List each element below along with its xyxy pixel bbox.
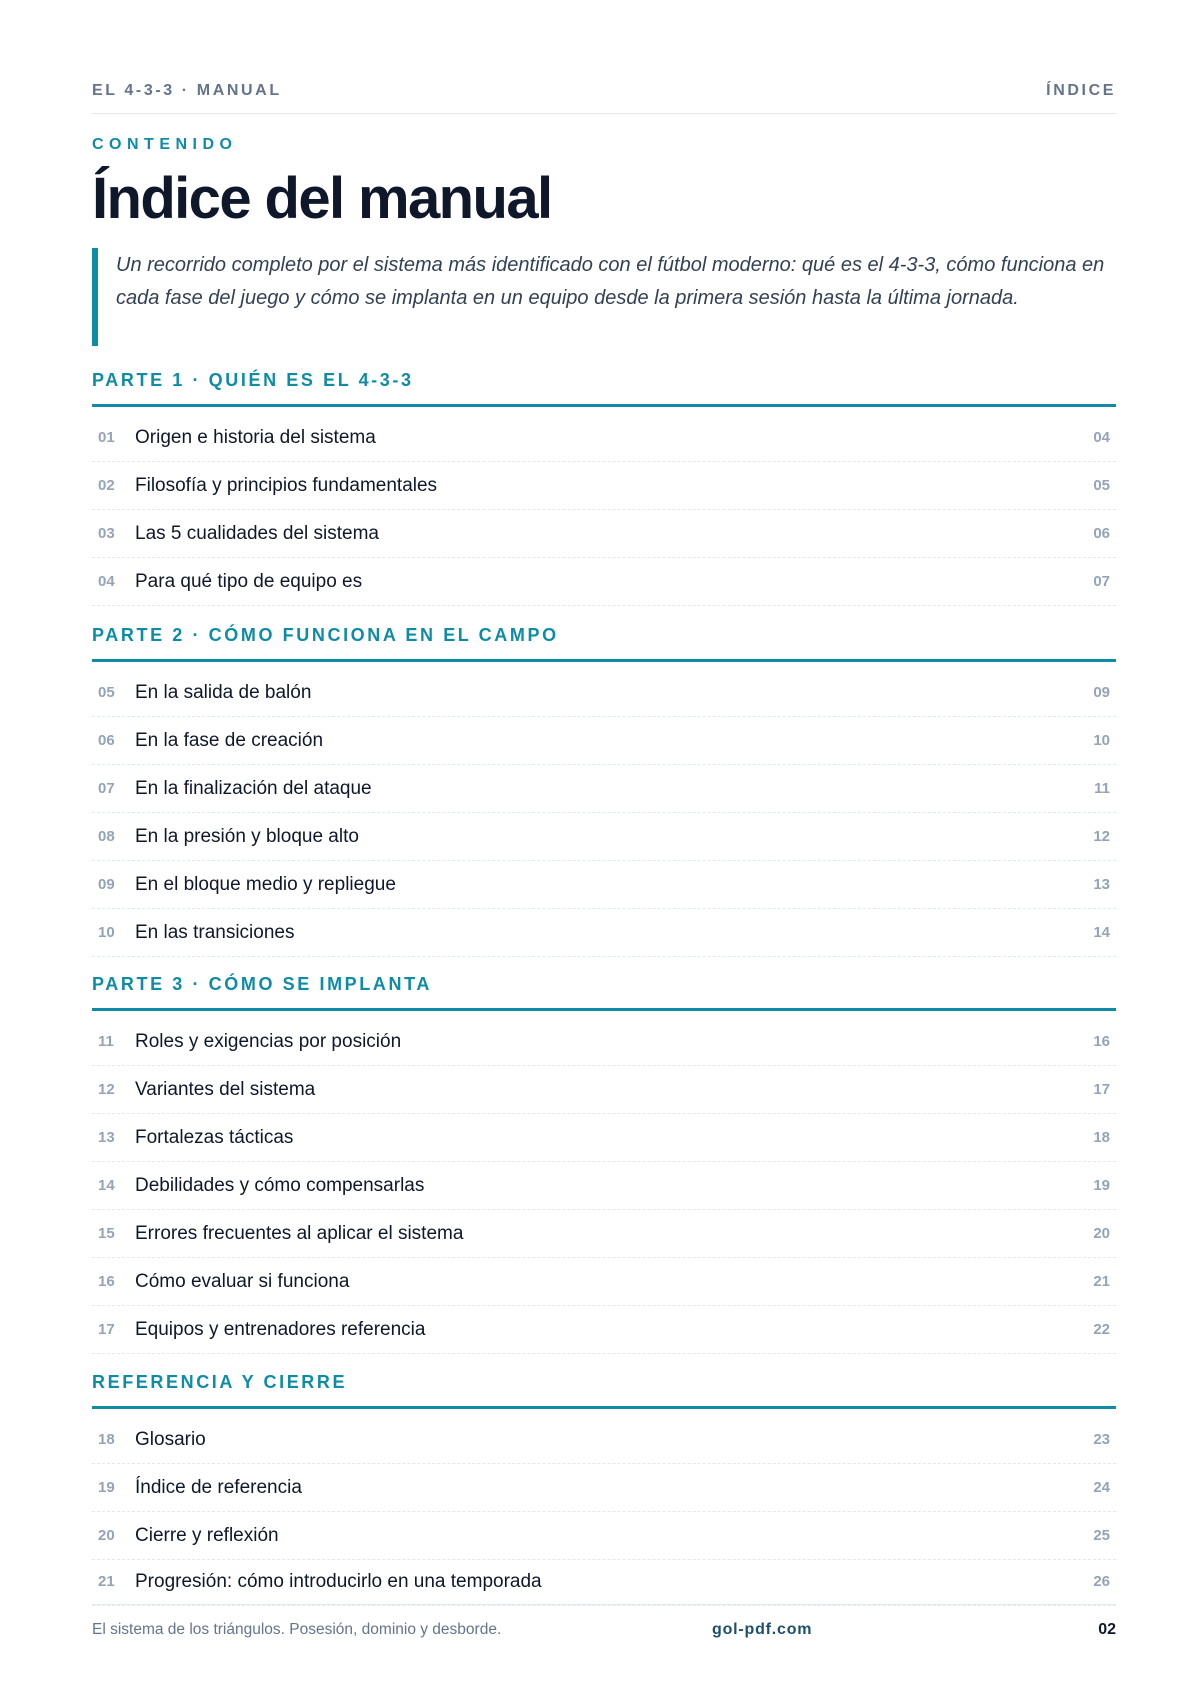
toc-page-number: 19 xyxy=(1093,1177,1110,1194)
toc-page-number: 06 xyxy=(1093,525,1110,542)
toc-page-number: 13 xyxy=(1093,876,1110,893)
footer-page-number: 02 xyxy=(1098,1621,1116,1638)
toc-number: 19 xyxy=(98,1479,115,1496)
toc-label: Fortalezas tácticas xyxy=(135,1126,294,1148)
toc-page-number: 14 xyxy=(1093,924,1110,941)
toc-number: 03 xyxy=(98,525,115,542)
toc-page-number: 22 xyxy=(1093,1321,1110,1338)
toc-page-number: 25 xyxy=(1093,1527,1110,1544)
toc-label: Índice de referencia xyxy=(135,1476,302,1498)
toc-number: 04 xyxy=(98,573,115,590)
running-header xyxy=(92,82,1116,114)
toc-number: 08 xyxy=(98,828,115,845)
toc-page-number: 18 xyxy=(1093,1129,1110,1146)
toc-label: En el bloque medio y repliegue xyxy=(135,873,396,895)
toc-number: 05 xyxy=(98,684,115,701)
toc-label: Progresión: cómo introducirlo en una temporada xyxy=(135,1570,542,1592)
toc-row[interactable] xyxy=(92,1210,1116,1258)
toc-label: En la presión y bloque alto xyxy=(135,825,359,847)
toc-label: Equipos y entrenadores referencia xyxy=(135,1318,426,1340)
toc-page-number: 16 xyxy=(1093,1033,1110,1050)
toc-number: 10 xyxy=(98,924,115,941)
header-manual-label: EL 4-3-3 · MANUAL xyxy=(92,82,282,99)
toc-number: 20 xyxy=(98,1527,115,1544)
toc-row[interactable] xyxy=(92,669,1116,717)
section-title-reference: REFERENCIA Y CIERRE xyxy=(92,1371,1116,1409)
toc-label: Cierre y reflexión xyxy=(135,1524,279,1546)
toc-label: Filosofía y principios fundamentales xyxy=(135,474,438,496)
toc-number: 12 xyxy=(98,1081,115,1098)
toc-number: 16 xyxy=(98,1273,115,1290)
toc-row[interactable] xyxy=(92,1258,1116,1306)
toc-number: 11 xyxy=(98,1033,114,1050)
toc-row[interactable] xyxy=(92,765,1116,813)
section-title-part-2: PARTE 2 · CÓMO FUNCIONA EN EL CAMPO xyxy=(92,624,1116,662)
toc-number: 13 xyxy=(98,1129,115,1146)
section-title-part-3: PARTE 3 · CÓMO SE IMPLANTA xyxy=(92,973,1116,1011)
toc-page-number: 12 xyxy=(1093,828,1110,845)
toc-page-number: 04 xyxy=(1093,429,1110,446)
toc-row[interactable] xyxy=(92,1558,1116,1606)
lead-quote: Un recorrido completo por el sistema más identificado con el fútbol moderno: qué es el 4-3-3, cómo funciona en cada fase del juego y cómo se implanta en un equipo desde la primera sesión hasta la última jornada. xyxy=(92,248,1116,346)
toc-label: Variantes del sistema xyxy=(135,1078,316,1100)
toc-page-number: 20 xyxy=(1093,1225,1110,1242)
toc-number: 06 xyxy=(98,732,115,749)
toc-row[interactable] xyxy=(92,1306,1116,1354)
toc-number: 18 xyxy=(98,1431,115,1448)
toc-page-number: 23 xyxy=(1093,1431,1110,1448)
toc-row[interactable] xyxy=(92,510,1116,558)
section-title-part-1: PARTE 1 · QUIÉN ES EL 4-3-3 xyxy=(92,369,1116,407)
toc-label: Origen e historia del sistema xyxy=(135,426,376,448)
page xyxy=(92,0,1116,1698)
toc-row[interactable] xyxy=(92,909,1116,957)
header-section-label: ÍNDICE xyxy=(1046,82,1116,99)
toc-label: Para qué tipo de equipo es xyxy=(135,570,363,592)
toc-page-number: 21 xyxy=(1093,1273,1110,1290)
toc-label: Roles y exigencias por posición xyxy=(135,1030,402,1052)
toc-label: Glosario xyxy=(135,1428,206,1450)
toc-page-number: 09 xyxy=(1093,684,1110,701)
toc-row[interactable] xyxy=(92,1512,1116,1560)
toc-page-number: 07 xyxy=(1093,573,1110,590)
toc-number: 09 xyxy=(98,876,115,893)
toc-number: 21 xyxy=(98,1573,115,1590)
toc-label: En la salida de balón xyxy=(135,681,312,703)
toc-page-number: 24 xyxy=(1093,1479,1110,1496)
toc-number: 17 xyxy=(98,1321,115,1338)
toc-number: 14 xyxy=(98,1177,115,1194)
toc-page-number: 11 xyxy=(1094,780,1110,797)
toc-row[interactable] xyxy=(92,1066,1116,1114)
toc-number: 15 xyxy=(98,1225,115,1242)
running-footer xyxy=(92,1604,1116,1644)
toc-row[interactable] xyxy=(92,717,1116,765)
toc-label: En la fase de creación xyxy=(135,729,324,751)
footer-site-link[interactable]: gol-pdf.com xyxy=(712,1621,813,1638)
toc-page-number: 26 xyxy=(1093,1573,1110,1590)
toc-row[interactable] xyxy=(92,1018,1116,1066)
toc-label: En las transiciones xyxy=(135,921,295,943)
toc-row[interactable] xyxy=(92,558,1116,606)
toc-label: En la finalización del ataque xyxy=(135,777,372,799)
toc-page-number: 17 xyxy=(1093,1081,1110,1098)
toc-row[interactable] xyxy=(92,414,1116,462)
toc-row[interactable] xyxy=(92,462,1116,510)
toc-page-number: 10 xyxy=(1093,732,1110,749)
eyebrow: CONTENIDO xyxy=(92,136,238,153)
toc-number: 02 xyxy=(98,477,115,494)
toc-label: Debilidades y cómo compensarlas xyxy=(135,1174,425,1196)
toc-number: 01 xyxy=(98,429,115,446)
footer-tagline: El sistema de los triángulos. Posesión, dominio y desborde. xyxy=(92,1621,502,1638)
toc-page-number: 05 xyxy=(1093,477,1110,494)
toc-number: 07 xyxy=(98,780,115,797)
toc-row[interactable] xyxy=(92,1464,1116,1512)
toc-label: Las 5 cualidades del sistema xyxy=(135,522,379,544)
toc-row[interactable] xyxy=(92,861,1116,909)
toc-row[interactable] xyxy=(92,1162,1116,1210)
toc-row[interactable] xyxy=(92,1416,1116,1464)
toc-label: Cómo evaluar si funciona xyxy=(135,1270,350,1292)
page-title: Índice del manual xyxy=(92,166,552,231)
toc-row[interactable] xyxy=(92,813,1116,861)
toc-label: Errores frecuentes al aplicar el sistema xyxy=(135,1222,464,1244)
toc-row[interactable] xyxy=(92,1114,1116,1162)
